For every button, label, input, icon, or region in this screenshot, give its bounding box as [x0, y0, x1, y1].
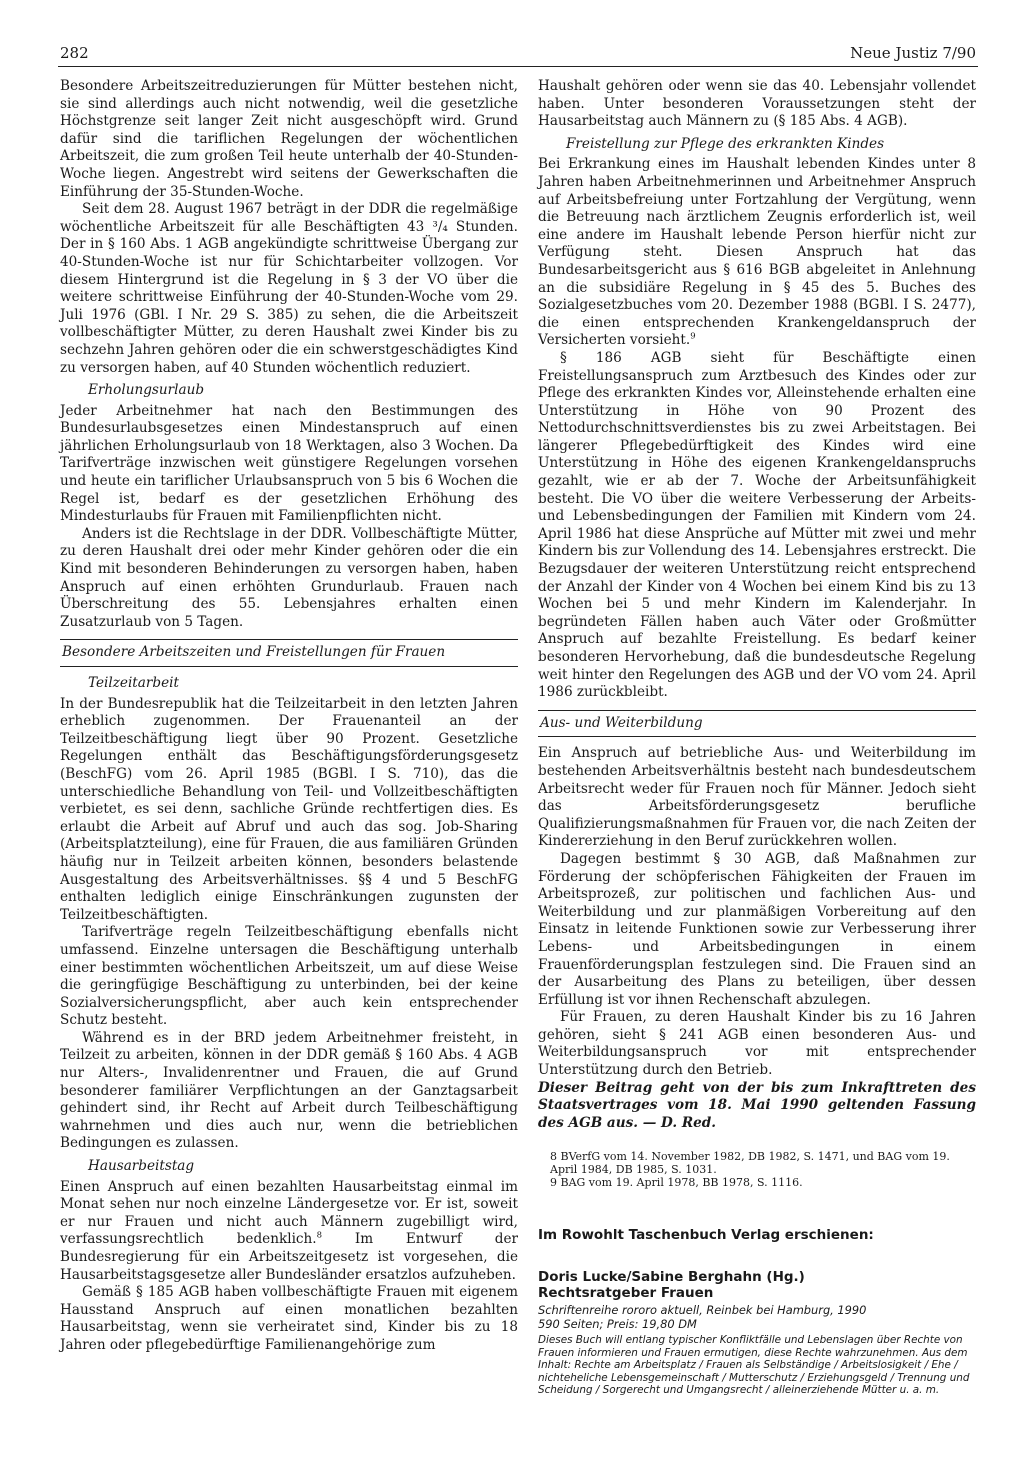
- page-number: 282: [60, 44, 89, 62]
- footnotes: [538, 1150, 976, 1189]
- paragraph: Anders ist die Rechtslage in der DDR. Vollbeschäftigte Mütter, zu deren Haushalt drei oder mehr Kinder gehören oder die ein Kind mit besonderen Behinderungen zu versorgen haben, haben Anspruch auf einen erhöhten Grundurlaub. Frauen nach Überschreitung des 55. Lebensjahres erhalten einen Zusatzurlaub von 5 Tagen.: [60, 525, 518, 630]
- paragraph: Gemäß § 185 AGB haben vollbeschäftigte Frauen mit eigenem Hausstand Anspruch auf einen monatlichen bezahlten Hausarbeitstag, wenn sie verheiratet sind, Kinder bis zu 18 Jahren oder pflegebedürftige Familienangehörige zum: [60, 1284, 518, 1353]
- book-advertisement: [538, 1227, 976, 1397]
- paragraph: [538, 156, 976, 350]
- ad-heading: Im Rowohlt Taschenbuch Verlag erschienen:: [538, 1227, 874, 1244]
- ad-book-title: Rechtsratgeber Frauen: [538, 1285, 714, 1302]
- paragraph: Tarifverträge regeln Teilzeitbeschäftigung ebenfalls nicht umfassend. Einzelne untersagen die Beschäftigung unterhalb einer bestimmten wöchentlichen Arbeitszeit, um auf diese Weise die geringfügige Beschäftigung zu unterbinden, bei der keine Sozialversicherungspflicht, aber auch kein entsprechender Schutz besteht.: [60, 924, 518, 1029]
- paragraph: Ein Anspruch auf betriebliche Aus- und Weiterbildung im bestehenden Arbeitsverhältnis besteht nach bundesdeutschem Arbeitsrecht weder für Frauen noch für Männer. Jedoch sieht das Arbeitsförderungsgesetz berufliche Qualifizierungsmaßnahmen für Frauen vor, die nach Zeiten der Kindererziehung in den Beruf zurückkehren wollen.: [538, 745, 976, 850]
- footnote-ref[interactable]: 8: [316, 1230, 323, 1241]
- paragraph: Während es in der BRD jedem Arbeitnehmer freisteht, in Teilzeit zu arbeiten, können in der DDR gemäß § 160 Abs. 4 AGB nur Alters-, Invalidenrentner und Frauen, die auf Grund besonderer familiärer Verpflichtungen an der Ganztagsarbeit gehindert sind, ihr Recht auf Arbeit durch Teilbeschäftigung wahrnehmen und dies auch nur, wenn die betrieblichen Bedingungen es zulassen.: [60, 1029, 518, 1152]
- footnote: 8 BVerfG vom 14. November 1982, DB 1982, S. 1471, und BAG vom 19. April 1984, DB 1985, S. 1031.: [550, 1150, 950, 1177]
- subheading: Teilzeitarbeit: [88, 675, 179, 691]
- left-column: [60, 78, 518, 1355]
- ad-authors: Doris Lucke/Sabine Berghahn (Hg.): [538, 1269, 805, 1286]
- ad-publication-info: Schriftenreihe rororo aktuell, Reinbek bei Hamburg, 1990: [538, 1303, 867, 1318]
- paragraph: In der Bundesrepublik hat die Teilzeitarbeit in den letzten Jahren erheblich zugenommen. Der Frauenanteil an der Teilzeitbeschäftigung liegt über 90 Prozent. Gesetzliche Regelungen enthält das Beschäftigungsförderungsgesetz (BeschFG) vom 26. April 1985 (BGBl. I S. 710), das die unterschiedliche Behandlung von Teil- und Vollzeitbeschäftigten verbietet, es sei denn, sachliche Gründe rechtfertigen dies. Es erlaubt die Arbeit auf Abruf und auch das sog. Job-Sharing (Arbeitsplatzteilung), eine für Frauen, die aus familiären Gründen häufig nur in Teilzeit arbeiten können, besonders belastende Ausgestaltung des Arbeitsverhältnisses. §§ 4 und 5 BeschFG enthalten lediglich einige Einschränkungen zugunsten der Teilzeitbeschäftigten.: [60, 695, 518, 923]
- paragraph: Besondere Arbeitszeitreduzierungen für Mütter bestehen nicht, sie sind allerdings auch nicht notwendig, weil die gesetzliche Höchstgrenze seit langer Zeit nicht ausgeschöpft wird. Grund dafür sind die tariflichen Regelungen der wöchentlichen Arbeitszeit, die zum großen Teil heute unterhalb der 40-Stunden-Woche liegen. Angestrebt wird seitens der Gewerkschaften die Einführung der 35-Stunden-Woche.: [60, 78, 518, 200]
- subheading: Hausarbeitstag: [88, 1158, 195, 1175]
- ad-price: 590 Seiten; Preis: 19,80 DM: [538, 1316, 697, 1331]
- paragraph-text: Bei Erkrankung eines im Haushalt lebenden Kindes unter 8 Jahren haben Arbeitnehmerinnen und Arbeitnehmer Anspruch auf Arbeitsbefreiung unter Fortzahlung der Vergütung, wenn die Betreuung nach ärztlichem Zeugnis erforderlich ist, weil eine andere im Haushalt lebende Person hierfür nicht zur Verfügung steht. Diesen Anspruch hat das Bundesarbeitsgericht aus § 616 BGB abgeleitet in Anlehnung an die subsidiäre Regelung in § 45 des 5. Buches des Sozialgesetzbuches vom 20. Dezember 1988 (BGBl. I S. 2477), die einen entsprechenden Krankengeldanspruch der Versicherten vorsieht.: [538, 156, 976, 349]
- paragraph: [60, 1179, 518, 1285]
- paragraph: Jeder Arbeitnehmer hat nach den Bestimmungen des Bundesurlaubsgesetzes einen Mindestanspruch auf einen jährlichen Erholungsurlaub von 18 Werktagen, also 3 Wochen. Da Tarifverträge inzwischen weit günstigere Regelungen vorsehen und heute ein tariflicher Urlaubsanspruch von 5 bis 6 Wochen die Regel ist, bedarf es der gesetzlichen Erhöhung des Mindesturlaubs für Frauen mit Familienpflichten nicht.: [60, 402, 518, 525]
- editorial-note: Dieser Beitrag geht von der bis zum Inkrafttreten des Staatsvertrages vom 18. Mai 1990 geltenden Fassung des AGB aus. — D. Red.: [538, 1079, 976, 1131]
- journal-title: Neue Justiz 7/90: [850, 44, 976, 62]
- paragraph: Haushalt gehören oder wenn sie das 40. Lebensjahr vollendet haben. Unter besonderen Voraussetzungen steht der Hausarbeitstag auch Männern zu (§ 185 Abs. 4 AGB).: [538, 78, 976, 130]
- section-heading: Besondere Arbeitszeiten und Freistellungen für Frauen: [60, 639, 518, 667]
- section-heading: Aus- und Weiterbildung: [538, 710, 976, 738]
- ad-description: Dieses Buch will entlang typischer Konfliktfälle und Lebenslagen über Rechte von Frauen informieren und Frauen ermutigen, diese Rechte wahrzunehmen. Aus dem Inhalt: Rechte am Arbeitsplatz / Frauen als Selbständige / Arbeitslosigkeit / Ehe / nichteheliche Lebensgemeinschaft / Mutterschutz / Erziehungsgeld / Trennung und Scheidung / Sorgerecht und Umgangsrecht / alleinerziehende Mütter u. a. m.: [538, 1334, 970, 1397]
- paragraph: § 186 AGB sieht für Beschäftigte einen Freistellungsanspruch zum Arztbesuch des Kindes oder zur Pflege des erkrankten Kindes vor, Alleinstehende erhalten eine Unterstützung in Höhe von 90 Prozent des Nettodurchschnittsverdienstes bis zu zwei Arbeitstagen. Bei längerer Pflegebedürftigkeit des Kindes wird eine Unterstützung in Höhe des eigenen Krankengeldanspruchs gezahlt, wie er ab der 7. Woche der Arbeitsunfähigkeit besteht. Die VO über die weitere Verbesserung der Arbeits- und Lebensbedingungen der Familien mit Kindern vom 24. April 1986 hat diese Ansprüche auf Mütter mit zwei und mehr Kindern bis zur Vollendung des 14. Lebensjahres erstreckt. Die Bezugsdauer der weiteren Unterstützung reicht entsprechend der Anzahl der Kinder von 4 Wochen bei einem Kind bis zu 13 Wochen bei 5 und mehr Kindern im Kalenderjahr. In begründeten Fällen haben auch Väter oder Großmütter Anspruch auf bezahlte Freistellung. Es bedarf keiner besonderen Hervorhebung, daß die bundesdeutsche Regelung weit hinter den Regelungen des AGB und der VO vom 24. April 1986 zurückbleibt.: [538, 349, 976, 701]
- paragraph: Dagegen bestimmt § 30 AGB, daß Maßnahmen zur Förderung der schöpferischen Fähigkeiten der Frauen im Arbeitsprozeß, zur politischen und fachlichen Aus- und Weiterbildung und zur planmäßigen Vorbereitung auf den Einsatz in leitende Funktionen sowie zur Verbesserung ihrer Lebens- und Arbeitsbedingungen in einem Frauenförderungsplan festzulegen sind. Die Frauen sind an der Ausarbeitung des Plans zu beteiligen, über dessen Erfüllung ist vor ihnen Rechenschaft abzulegen.: [538, 850, 976, 1008]
- paragraph: Seit dem 28. August 1967 beträgt in der DDR die regelmäßige wöchentliche Arbeitszeit für alle Beschäftigten 43 ³/₄ Stunden. Der in § 160 Abs. 1 AGB angekündigte schrittweise Übergang zur 40-Stunden-Woche ist nur für Schichtarbeiter vollzogen. Vor diesem Hintergrund ist die Regelung in § 3 der VO über die weitere schrittweise Einführung der 40-Stunden-Woche vom 29. Juli 1976 (GBl. I Nr. 29 S. 385) zu sehen, die die Arbeitszeit vollbeschäftigter Mütter, zu deren Haushalt zwei Kinder bis zu sechzehn Jahren gehören oder die ein schwerstgeschädigtes Kind zu versorgen haben, auf 40 Stunden wöchentlich reduziert.: [60, 201, 518, 376]
- paragraph: Für Frauen, zu deren Haushalt Kinder bis zu 16 Jahren gehören, sieht § 241 AGB einen besonderen Aus- und Weiterbildungsanspruch vor mit entsprechender Unterstützung durch den Betrieb.: [538, 1009, 976, 1079]
- footnote: 9 BAG vom 19. April 1978, BB 1978, S. 1116.: [550, 1176, 803, 1190]
- right-column: [538, 78, 976, 1397]
- subheading: Erholungsurlaub: [88, 382, 205, 399]
- footnote-ref[interactable]: 9: [690, 331, 696, 342]
- header-rule: [58, 66, 978, 67]
- subheading: Freistellung zur Pflege des erkrankten Kindes: [566, 135, 885, 152]
- paragraph-text: Im Entwurf der Bundesregierung für ein Arbeitszeitgesetz ist vorgesehen, die Hausarbeitstagsgesetze aller Bundesländer ersatzlos aufzuheben.: [60, 1231, 518, 1283]
- paragraph-text: Einen Anspruch auf einen bezahlten Hausarbeitstag einmal im Monat sehen nur noch einzelne Ländergesetze vor. Er ist, soweit er nur Frauen und nicht auch Männern zugebilligt wird, verfassungsrechtlich bedenklich.: [60, 1178, 518, 1248]
